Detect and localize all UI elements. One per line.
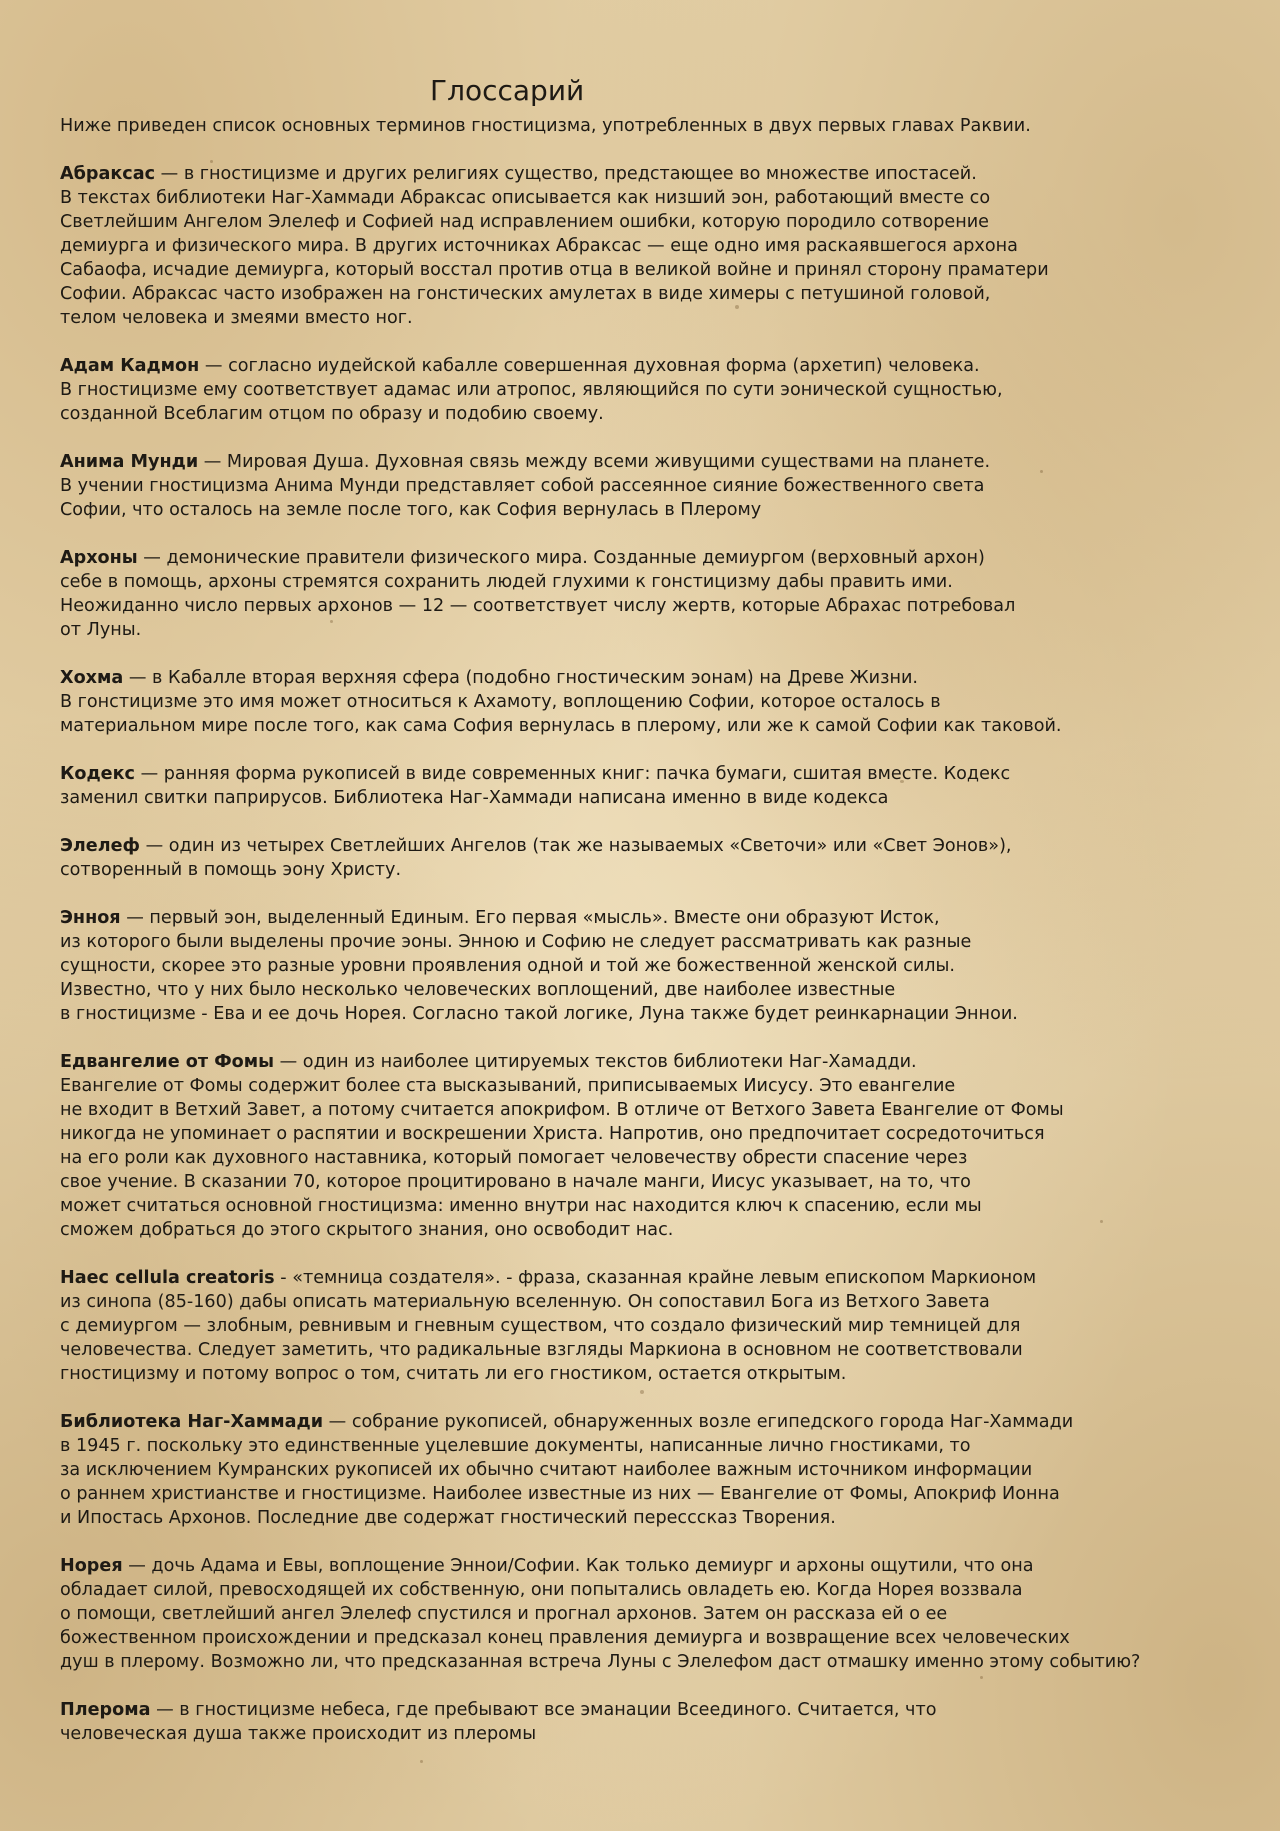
definition-text: — дочь Адама и Евы, воплощение Эннои/Софии. Как только демиург и архоны ощутили, что она xyxy=(122,1556,1034,1576)
definition-text: В текстах библиотеки Наг-Хаммади Абраксас описывается как низший эон, работающий вместе со xyxy=(60,188,991,208)
entry-line xyxy=(60,906,1240,930)
entry-line xyxy=(60,546,1240,570)
entry-line xyxy=(60,954,1240,978)
definition-text: душ в плерому. Возможно ли, что предсказанная встреча Луны с Элелефом даст отмашку именно этому событию? xyxy=(60,1652,1141,1672)
definition-text: — в гностицизме и других религиях существо, предстающее во множестве ипостасей. xyxy=(155,164,977,184)
entry-line xyxy=(60,594,1240,618)
entry-line xyxy=(60,1722,1240,1746)
definition-text: свое учение. В сказании 70, которое процитировано в начале манги, Иисус указывает, на то, что xyxy=(60,1172,971,1192)
glossary-term: Haec cellula creatoris xyxy=(60,1268,275,1288)
entry-line xyxy=(60,1146,1240,1170)
entry-line xyxy=(60,690,1240,714)
glossary-term: Норея xyxy=(60,1556,123,1576)
entry-line xyxy=(60,1002,1240,1026)
entry-line xyxy=(60,978,1240,1002)
definition-text: о раннем христианстве и гностицизме. Наиболее известные из них — Евангелие от Фомы, Апокриф Ионна xyxy=(60,1484,1060,1504)
glossary-term: Адам Кадмон xyxy=(60,356,200,376)
definition-text: В гонстицизме это имя может относиться к Ахамоту, воплощению Софии, которое осталось в xyxy=(60,692,941,712)
entry-line xyxy=(60,1218,1240,1242)
definition-text: может считаться основной гностицизма: именно внутри нас находится ключ к спасению, если мы xyxy=(60,1196,982,1216)
entry-line xyxy=(60,786,1240,810)
entry-line xyxy=(60,1506,1240,1530)
definition-text: и Ипостась Архонов. Последние две содержат гностический пересссказ Творения. xyxy=(60,1508,836,1528)
entry-line xyxy=(60,1698,1240,1722)
definition-text: — первый эон, выделенный Единым. Его первая «мысль». Вместе они образуют Исток, xyxy=(120,908,940,928)
glossary-term: Анима Мунди xyxy=(60,452,199,472)
entry-line xyxy=(60,402,1240,426)
entry-line xyxy=(60,1410,1240,1434)
glossary-entry xyxy=(60,1266,1240,1386)
entry-line xyxy=(60,666,1240,690)
entry-line xyxy=(60,354,1240,378)
definition-text: — в гностицизме небеса, где пребывают все эманации Всеединого. Считается, что xyxy=(150,1700,937,1720)
entry-line xyxy=(60,858,1240,882)
entry-line xyxy=(60,1602,1240,1626)
glossary-term: Архоны xyxy=(60,548,138,568)
definition-text: — в Кабалле вторая верхняя сфера (подобно гностическим эонам) на Древе Жизни. xyxy=(123,668,918,688)
glossary-entry xyxy=(60,1050,1240,1242)
definition-text: Евангелие от Фомы содержит более ста высказываний, приписываемых Иисусу. Это евангелие xyxy=(60,1076,956,1096)
entry-line xyxy=(60,450,1240,474)
definition-text: телом человека и змеями вместо ног. xyxy=(60,308,413,328)
entry-line xyxy=(60,306,1240,330)
definition-text: — ранняя форма рукописей в виде современных книг: пачка бумаги, сшитая вместе. Кодекс xyxy=(134,764,1011,784)
entry-line xyxy=(60,1314,1240,1338)
entry-line xyxy=(60,1098,1240,1122)
entry-line xyxy=(60,1266,1240,1290)
glossary-entry xyxy=(60,546,1240,642)
glossary-entry xyxy=(60,666,1240,738)
definition-text: — собрание рукописей, обнаруженных возле египедского города Наг-Хаммади xyxy=(323,1412,1074,1432)
entry-line xyxy=(60,186,1240,210)
entry-line xyxy=(60,1338,1240,1362)
definition-text: сущности, скорее это разные уровни проявления одной и той же божественной женской силы. xyxy=(60,956,955,976)
definition-text: созданной Всеблагим отцом по образу и подобию своему. xyxy=(60,404,604,424)
entry-line xyxy=(60,570,1240,594)
definition-text: Неожиданно число первых архонов — 12 — соответствует числу жертв, которые Абрахас потребовал xyxy=(60,596,1016,616)
entry-line xyxy=(60,258,1240,282)
definition-text: Софии. Абраксас часто изображен на гонстических амулетах в виде химеры с петушиной головой, xyxy=(60,284,991,304)
definition-text: сотворенный в помощь эону Христу. xyxy=(60,860,402,880)
glossary-term: Абраксас xyxy=(60,164,156,184)
entry-line xyxy=(60,210,1240,234)
definition-text: в гностицизме - Ева и ее дочь Норея. Согласно такой логике, Луна также будет реинкарнации Эннои. xyxy=(60,1004,1018,1024)
definition-text: — согласно иудейской кабалле совершенная духовная форма (архетип) человека. xyxy=(199,356,980,376)
definition-text: из которого были выделены прочие эоны. Энною и Софию не следует рассматривать как разные xyxy=(60,932,972,952)
definition-text: материальном мире после того, как сама София вернулась в плерому, или же к самой Софии как таковой. xyxy=(60,716,1062,736)
glossary-entry xyxy=(60,1554,1240,1674)
definition-text: В учении гностицизма Анима Мунди представляет собой рассеянное сияние божественного света xyxy=(60,476,985,496)
glossary-entry xyxy=(60,762,1240,810)
definition-text: Сабаофа, исчадие демиурга, который восстал против отца в великой войне и принял сторону праматери xyxy=(60,260,1049,280)
definition-text: себе в помощь, архоны стремятся сохранить людей глухими к гонстицизму дабы править ими. xyxy=(60,572,953,592)
glossary-term: Элелеф xyxy=(60,836,141,856)
definition-text: человеческая душа также происходит из плеромы xyxy=(60,1724,537,1744)
entry-line xyxy=(60,1194,1240,1218)
glossary-entry xyxy=(60,906,1240,1026)
entry-line xyxy=(60,1050,1240,1074)
glossary-term: Хохма xyxy=(60,668,124,688)
entry-line xyxy=(60,1626,1240,1650)
definition-text: Софии, что осталось на земле после того, как София вернулась в Плерому xyxy=(60,500,762,520)
entry-line xyxy=(60,1122,1240,1146)
entry-line xyxy=(60,1482,1240,1506)
entry-line xyxy=(60,762,1240,786)
definition-text: Светлейшим Ангелом Элелеф и Софией над исправлением ошибки, которую породило сотворение xyxy=(60,212,989,232)
definition-text: — демонические правители физического мира. Созданные демиургом (верховный архон) xyxy=(137,548,985,568)
definition-text: — один из наиболее цитируемых текстов библиотеки Наг-Хамадди. xyxy=(274,1052,917,1072)
glossary-term: Плерома xyxy=(60,1700,151,1720)
definition-text: на его роли как духовного наставника, который помогает человечеству обрести спасение через xyxy=(60,1148,968,1168)
entry-line xyxy=(60,1362,1240,1386)
page-title: Глоссарий xyxy=(430,74,585,107)
definition-text: в 1945 г. поскольку это единственные уцелевшие документы, написанные лично гностиками, то xyxy=(60,1436,971,1456)
definition-text: от Луны. xyxy=(60,620,142,640)
definition-text: Известно, что у них было несколько человеческих воплощений, две наиболее известные xyxy=(60,980,896,1000)
glossary-entry xyxy=(60,1410,1240,1530)
entry-line xyxy=(60,618,1240,642)
glossary-entry xyxy=(60,834,1240,882)
entry-line xyxy=(60,282,1240,306)
glossary-entry xyxy=(60,162,1240,330)
entry-line xyxy=(60,1578,1240,1602)
glossary-term: Едвангелие от Фомы xyxy=(60,1052,275,1072)
definition-text: - «темница создателя». - фраза, сказанная крайне левым епископом Маркионом xyxy=(274,1268,1037,1288)
entry-line xyxy=(60,1170,1240,1194)
entry-line xyxy=(60,474,1240,498)
glossary-term: Энноя xyxy=(60,908,121,928)
entry-line xyxy=(60,1650,1240,1674)
definition-text: человечества. Следует заметить, что радикальные взгляды Маркиона в основном не соответствовали xyxy=(60,1340,1023,1360)
entry-line xyxy=(60,930,1240,954)
definition-text: обладает силой, превосходящей их собственную, они попытались овладеть ею. Когда Норея воззвала xyxy=(60,1580,1023,1600)
entry-line xyxy=(60,834,1240,858)
entry-line xyxy=(60,498,1240,522)
intro-text: Ниже приведен список основных терминов гностицизма, употребленных в двух первых главах Раквии. xyxy=(60,116,1031,136)
entry-line xyxy=(60,1554,1240,1578)
glossary-entries xyxy=(60,162,1240,1746)
definition-text: божественном происхождении и предсказал конец правления демиурга и возвращение всех человеческих xyxy=(60,1628,1070,1648)
definition-text: — один из четырех Светлейших Ангелов (так же называемых «Светочи» или «Свет Эонов»), xyxy=(140,836,1012,856)
entry-line xyxy=(60,1458,1240,1482)
definition-text: В гностицизме ему соответствует адамас или атропос, являющийся по сути эонической сущностью, xyxy=(60,380,1003,400)
definition-text: с демиургом — злобным, ревнивым и гневным существом, что создало физический мир темницей для xyxy=(60,1316,1021,1336)
entry-line xyxy=(60,378,1240,402)
definition-text: гностицизму и потому вопрос о том, считать ли его гностиком, остается открытым. xyxy=(60,1364,847,1384)
definition-text: демиурга и физического мира. В других источниках Абраксас — еще одно имя раскаявшегося архона xyxy=(60,236,1018,256)
definition-text: — Мировая Душа. Духовная связь между всеми живущими существами на планете. xyxy=(198,452,991,472)
definition-text: о помощи, светлейший ангел Элелеф спустился и прогнал архонов. Затем он рассказа ей о ее xyxy=(60,1604,948,1624)
definition-text: сможем добраться до этого скрытого знания, оно освободит нас. xyxy=(60,1220,674,1240)
entry-line xyxy=(60,714,1240,738)
entry-line xyxy=(60,1074,1240,1098)
glossary-page xyxy=(60,74,1240,1770)
glossary-entry xyxy=(60,450,1240,522)
definition-text: за исключением Кумранских рукописей их обычно считают наиболее важным источником информации xyxy=(60,1460,1033,1480)
glossary-entry xyxy=(60,354,1240,426)
entry-line xyxy=(60,162,1240,186)
definition-text: заменил свитки паприрусов. Библиотека Наг-Хаммади написана именно в виде кодекса xyxy=(60,788,889,808)
glossary-entry xyxy=(60,1698,1240,1746)
glossary-term: Кодекс xyxy=(60,764,135,784)
entry-line xyxy=(60,1434,1240,1458)
definition-text: из синопа (85-160) дабы описать материальную вселенную. Он сопоставил Бога из Ветхого Завета xyxy=(60,1292,990,1312)
entry-line xyxy=(60,1290,1240,1314)
definition-text: никогда не упоминает о распятии и воскрешении Христа. Напротив, оно предпочитает сосредоточиться xyxy=(60,1124,1045,1144)
definition-text: не входит в Ветхий Завет, а потому считается апокрифом. В отличе от Ветхого Завета Евангелие от Фомы xyxy=(60,1100,1064,1120)
entry-line xyxy=(60,234,1240,258)
glossary-term: Библиотека Наг-Хаммади xyxy=(60,1412,324,1432)
